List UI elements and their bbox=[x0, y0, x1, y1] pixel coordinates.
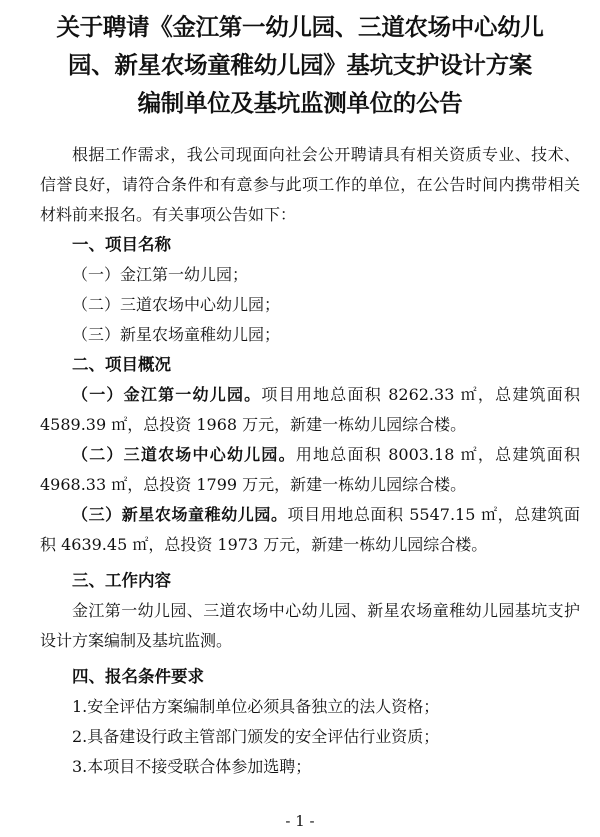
overview-item-3 bbox=[40, 500, 580, 560]
document-body bbox=[40, 140, 580, 782]
intro-paragraph: 根据工作需求，我公司现面向社会公开聘请具有相关资质专业、技术、信誉良好，请符合条件和有意参与此项工作的单位，在公告时间内携带相关材料前来报名。有关事项公告如下： bbox=[40, 145, 580, 224]
overview-item-2-label: （二）三道农场中心幼儿园。 bbox=[72, 445, 296, 464]
overview-item-2 bbox=[40, 440, 580, 500]
project-name-item-2: （二）三道农场中心幼儿园； bbox=[72, 295, 281, 314]
page-number: - 1 - bbox=[285, 812, 315, 830]
overview-item-1-label: （一）金江第一幼儿园。 bbox=[72, 385, 262, 404]
title-line-2: 园、新星农场童稚幼儿园》基坑支护设计方案 bbox=[68, 51, 532, 79]
overview-item-1-text: 项目用地总面积 8262.33 ㎡，总建筑面积 4589.39 ㎡，总投资 1968 万元，新建一栋幼儿园综合楼。 bbox=[40, 385, 580, 434]
requirement-item-2: 2.具备建设行政主管部门颁发的安全评估行业资质； bbox=[72, 727, 440, 746]
work-content-paragraph: 金江第一幼儿园、三道农场中心幼儿园、新星农场童稚幼儿园基坑支护设计方案编制及基坑监测。 bbox=[40, 601, 580, 650]
overview-item-3-label: （三）新星农场童稚幼儿园。 bbox=[72, 505, 288, 524]
title-line-3: 编制单位及基坑监测单位的公告 bbox=[137, 89, 463, 117]
overview-item-2-text: 用地总面积 8003.18 ㎡，总建筑面积 4968.33 ㎡，总投资 1799 万元，新建一栋幼儿园综合楼。 bbox=[40, 445, 580, 494]
requirement-item-1: 1.安全评估方案编制单位必须具备独立的法人资格； bbox=[72, 697, 440, 716]
title-line-1: 关于聘请《金江第一幼儿园、三道农场中心幼儿 bbox=[56, 13, 544, 41]
overview-item-1 bbox=[40, 380, 580, 440]
section-heading-work-content: 三、工作内容 bbox=[72, 571, 171, 590]
document-title bbox=[14, 8, 586, 122]
project-name-item-1: （一）金江第一幼儿园； bbox=[72, 265, 249, 284]
overview-item-3-text: 项目用地总面积 5547.15 ㎡，总建筑面积 4639.45 ㎡，总投资 1973 万元，新建一栋幼儿园综合楼。 bbox=[40, 505, 580, 554]
section-heading-project-name: 一、项目名称 bbox=[72, 235, 171, 254]
section-heading-overview: 二、项目概况 bbox=[72, 355, 171, 374]
requirement-item-3: 3.本项目不接受联合体参加选聘； bbox=[72, 757, 312, 776]
section-heading-requirements: 四、报名条件要求 bbox=[72, 667, 204, 686]
project-name-item-3: （三）新星农场童稚幼儿园； bbox=[72, 325, 281, 344]
